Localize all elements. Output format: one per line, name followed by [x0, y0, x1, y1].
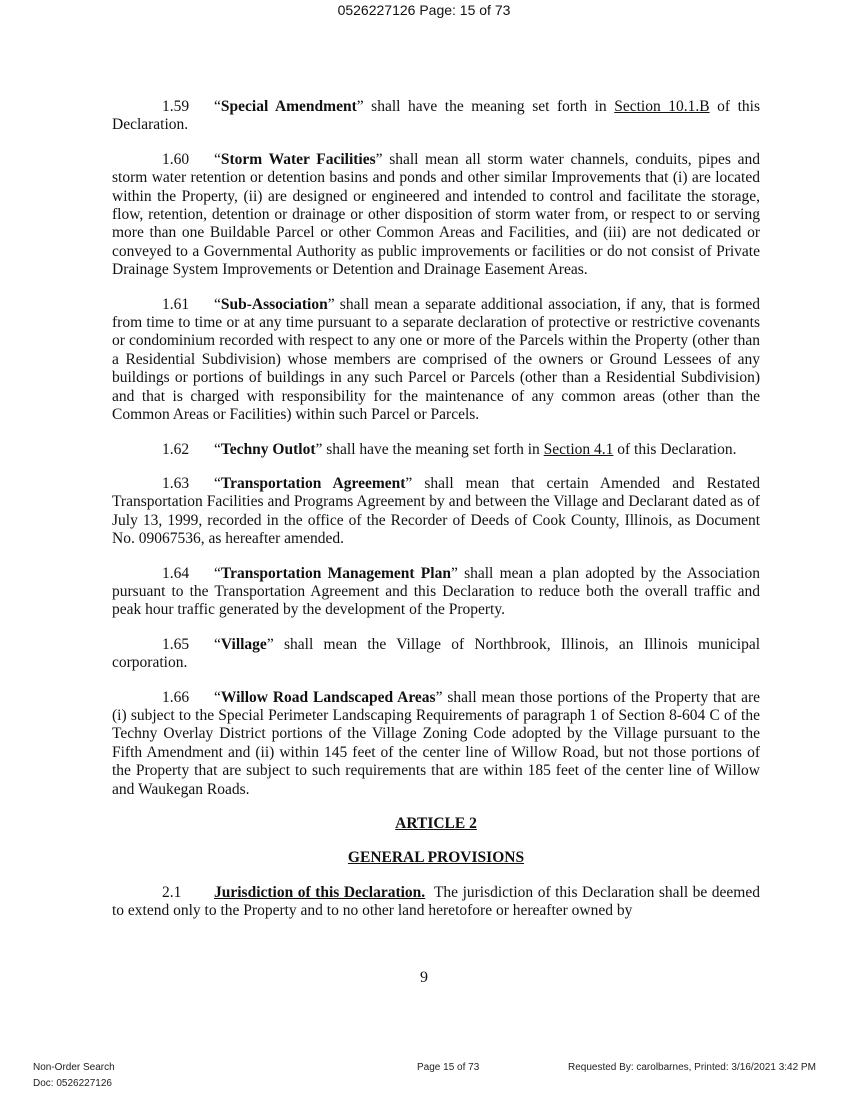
definition-text: shall mean a plan adopted by the Association pursuant to the Transportation Agreement and this Declaration to reduce both the overall traffic and peak hour traffic generated by the development of the Property.: [112, 564, 760, 619]
definition-1-64: [112, 565, 760, 620]
definition-text: shall mean that certain Amended and Restated Transportation Facilities and Programs Agreement by and between the Village and Declarant dated as of July 13, 1999, recorded in the office of the Recorder of Deeds of Cook County, Illinois, as Document No. 09067536, as hereafter amended.: [112, 474, 760, 548]
open-quote: “: [214, 635, 221, 653]
section-reference: Section 10.1.B: [614, 98, 710, 115]
definition-1-66: [112, 689, 760, 799]
section-2-1: [112, 883, 764, 921]
footer-search-type: Non-Order Search: [33, 1062, 115, 1073]
open-quote: “: [214, 98, 221, 115]
definition-text: shall have the meaning set forth in: [363, 98, 615, 115]
definition-text: shall mean all storm water channels, conduits, pipes and storm water retention or detention basins and ponds and other similar Improvements that (i) are located within the Property, (ii) are designed or engineered and intended to control and facilitate the storage, flow, retention, detention or drainage or other disposition of storm water from, or respect to or serving more than one Buildable Parcel or other Common Areas and Facilities, and (iii) are not dedicated or conveyed to a Governmental Authority as public improvements or facilities or do not consist of Private Drainage System Improvements or Detention and Drainage Easement Areas.: [112, 150, 760, 279]
section-heading: Jurisdiction of this Declaration.: [214, 883, 426, 901]
open-quote: “: [214, 150, 221, 168]
defined-term: Techny Outlot: [220, 440, 316, 458]
close-quote: ”: [356, 98, 364, 115]
section-number: 1.60: [162, 150, 190, 168]
defined-term: Village: [220, 635, 267, 653]
open-quote: “: [214, 688, 221, 706]
close-quote: ”: [450, 564, 458, 582]
defined-term: Transportation Management Plan: [220, 564, 451, 582]
close-quote: ”: [405, 474, 413, 492]
close-quote: ”: [435, 688, 443, 706]
definition-1-60: [112, 151, 760, 280]
footer-requested-by: Requested By: carolbarnes, Printed: 3/16/2021 3:42 PM: [568, 1062, 816, 1073]
defined-term: Sub-Association: [220, 295, 328, 313]
article-heading: ARTICLE 2: [395, 815, 477, 832]
definition-text: shall mean a separate additional association, if any, that is formed from time to time or at any time pursuant to a separate declaration of protective or restrictive covenants or condominium recorded with respect to any one or more of the Parcels within the Property (other than a Residential Subdivision) whose members are comprised of the owners or Ground Lessees of any buildings or portions of buildings in any such Parcel or Parcels (other than a Residential Subdivision) and that is charged with responsibility for the maintenance of any common areas (other than the Common Areas or Facilities) within such Parcel or Parcels.: [112, 295, 760, 424]
section-number: 1.66: [162, 688, 190, 706]
article-title: GENERAL PROVISIONS: [347, 849, 525, 867]
definition-1-59: [112, 98, 760, 135]
definition-text-end: of this Declaration.: [112, 98, 760, 134]
section-number: 1.61: [162, 295, 190, 313]
definition-text: shall have the meaning set forth in: [322, 440, 544, 458]
defined-term: Storm Water Facilities: [220, 150, 376, 168]
definition-text: shall mean the Village of Northbrook, Illinois, an Illinois municipal corporation.: [112, 635, 760, 672]
definition-1-63: [112, 475, 760, 549]
footer-page: Page 15 of 73: [417, 1062, 480, 1073]
defined-term: Special Amendment: [220, 98, 357, 115]
open-quote: “: [214, 440, 221, 458]
close-quote: ”: [266, 635, 274, 653]
close-quote: ”: [375, 150, 383, 168]
defined-term: Transportation Agreement: [220, 474, 406, 492]
section-number: 2.1: [162, 883, 182, 901]
open-quote: “: [214, 474, 221, 492]
section-number: 1.62: [162, 440, 190, 458]
section-number: 1.65: [162, 635, 190, 653]
section-text: The jurisdiction of this Declaration shall be deemed to extend only to the Property and to no other land heretofore or hereafter owned by: [112, 883, 764, 920]
document-page-header: 0526227126 Page: 15 of 73: [337, 2, 511, 18]
definition-1-65: [112, 636, 760, 673]
definition-1-62: [112, 441, 760, 459]
section-reference: Section 4.1: [543, 440, 614, 458]
close-quote: ”: [327, 295, 335, 313]
section-number: 1.63: [162, 474, 190, 492]
definition-text-end: of this Declaration.: [613, 440, 737, 458]
page-number: 9: [420, 969, 428, 986]
section-number: 1.64: [162, 564, 190, 582]
definition-text: shall mean those portions of the Property that are (i) subject to the Special Perimeter Landscaping Requirements of paragraph 1 of Section 8-604 C of the Techny Overlay District portions of the Village Zoning Code adopted by the Village pursuant to the Fifth Amendment and (ii) within 145 feet of the center line of Willow Road, but not those portions of the Property that are subject to such requirements that are within 185 feet of the center line of Willow and Waukegan Roads.: [112, 688, 760, 798]
section-number: 1.59: [162, 98, 190, 115]
open-quote: “: [214, 295, 221, 313]
open-quote: “: [214, 564, 221, 582]
defined-term: Willow Road Landscaped Areas: [220, 688, 436, 706]
footer-doc-id: Doc: 0526227126: [33, 1078, 112, 1089]
document-body: [112, 98, 764, 937]
close-quote: ”: [315, 440, 323, 458]
definition-1-61: [112, 296, 760, 425]
